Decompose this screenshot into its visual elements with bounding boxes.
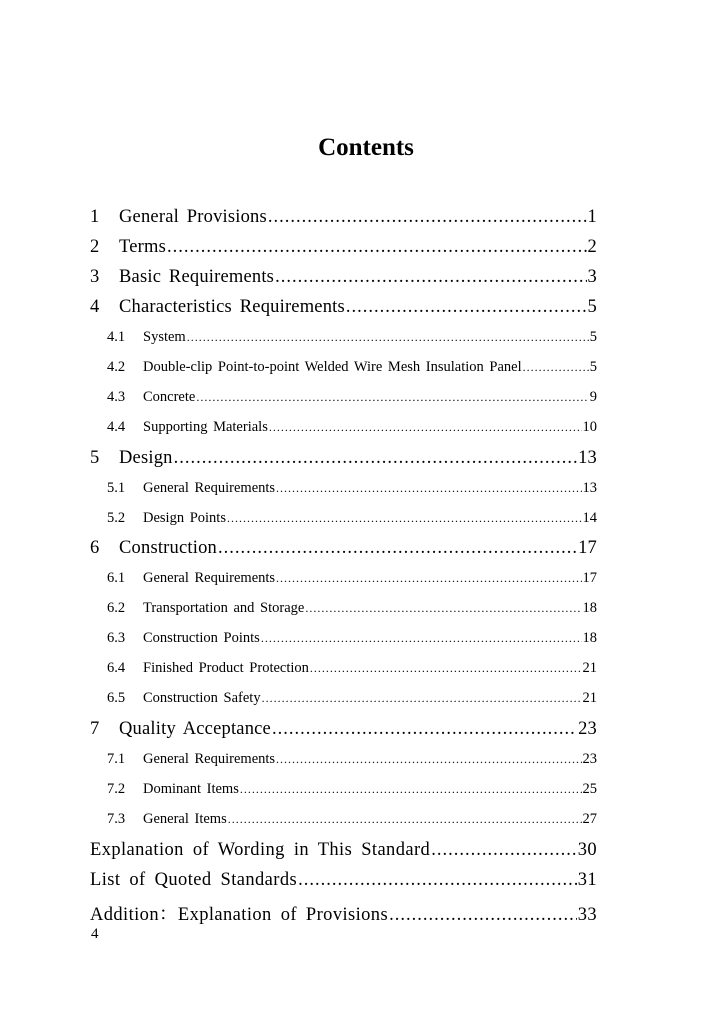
toc-entry[interactable] bbox=[90, 719, 597, 740]
toc-entry-number: 4.1 bbox=[107, 329, 126, 345]
toc-entry-number: 3 bbox=[90, 267, 100, 287]
toc-entry-number: 5.1 bbox=[107, 480, 126, 496]
dot-leader bbox=[261, 631, 582, 646]
toc-subentry[interactable] bbox=[107, 329, 597, 346]
toc-entry-title: General Items bbox=[143, 811, 227, 827]
dot-leader bbox=[298, 870, 577, 891]
toc-entry-number: 5.2 bbox=[107, 510, 126, 526]
toc-entry-title: Basic Requirements bbox=[119, 267, 275, 287]
toc-entry-title: Transportation and Storage bbox=[143, 600, 305, 616]
toc-entry-title: Construction Points bbox=[143, 630, 260, 646]
toc-entry-page: 30 bbox=[577, 840, 597, 860]
toc-entry-page: 10 bbox=[582, 419, 597, 435]
toc-entry-page: 27 bbox=[582, 811, 597, 827]
dot-leader bbox=[310, 661, 582, 676]
toc-entry-title: Double-clip Point-to-point Welded Wire Mesh Insulation Panel bbox=[143, 359, 522, 375]
toc-entry[interactable] bbox=[90, 900, 597, 926]
toc-entry-title: Dominant Items bbox=[143, 781, 239, 797]
toc-entry-number: 4.2 bbox=[107, 359, 126, 375]
dot-leader bbox=[187, 330, 589, 345]
toc-entry-page: 9 bbox=[589, 389, 597, 405]
toc-entry-page: 5 bbox=[589, 359, 597, 375]
toc-subentry[interactable] bbox=[107, 811, 597, 828]
toc-entry[interactable] bbox=[90, 237, 597, 258]
toc-entry-page: 18 bbox=[582, 630, 597, 646]
dot-leader bbox=[167, 237, 587, 258]
dot-leader bbox=[276, 481, 581, 496]
toc-entry-title: Characteristics Requirements bbox=[119, 297, 345, 317]
toc-entry-page: 5 bbox=[587, 297, 597, 317]
dot-leader bbox=[269, 420, 582, 435]
toc-entry-number: 6.5 bbox=[107, 690, 126, 706]
toc-entry-title: General Provisions bbox=[119, 207, 267, 227]
toc-entry-number: 7.3 bbox=[107, 811, 126, 827]
toc-entry-number: 6 bbox=[90, 538, 100, 558]
toc-entry-title: Design Points bbox=[143, 510, 226, 526]
toc-subentry[interactable] bbox=[107, 690, 597, 707]
toc-subentry[interactable] bbox=[107, 751, 597, 768]
toc-entry[interactable] bbox=[90, 448, 597, 469]
toc-entry-number: 4.4 bbox=[107, 419, 126, 435]
toc-entry-number: 5 bbox=[90, 448, 100, 468]
toc-subentry[interactable] bbox=[107, 510, 597, 527]
toc-entry-page: 31 bbox=[577, 870, 597, 890]
toc-entry-number: 4.3 bbox=[107, 389, 126, 405]
toc-entry-page: 13 bbox=[582, 480, 597, 496]
toc-entry-page: 14 bbox=[582, 510, 597, 526]
dot-leader bbox=[228, 812, 582, 827]
toc-subentry[interactable] bbox=[107, 781, 597, 798]
toc-entry-title: Supporting Materials bbox=[143, 419, 268, 435]
toc-entry-title: Terms bbox=[119, 237, 166, 257]
toc-subentry[interactable] bbox=[107, 480, 597, 497]
toc-subentry[interactable] bbox=[107, 419, 597, 436]
toc-entry-page: 33 bbox=[577, 905, 597, 925]
toc-subentry[interactable] bbox=[107, 630, 597, 647]
toc-entry-number: 6.2 bbox=[107, 600, 126, 616]
dot-leader bbox=[218, 538, 577, 559]
toc-entry[interactable] bbox=[90, 840, 597, 861]
page-number: 4 bbox=[91, 926, 99, 942]
dot-leader bbox=[196, 390, 588, 405]
toc-entry-title: General Requirements bbox=[143, 480, 276, 496]
toc-entry-page: 13 bbox=[578, 448, 597, 468]
toc-entry-title: General Requirements bbox=[143, 570, 276, 586]
toc-entry-number: 2 bbox=[90, 237, 100, 257]
toc-entry-title: Explanation of Wording in This Standard bbox=[90, 840, 431, 860]
dot-leader bbox=[174, 448, 577, 469]
toc-entry[interactable] bbox=[90, 538, 597, 559]
toc-entry-title: Concrete bbox=[143, 389, 196, 405]
dot-leader bbox=[262, 691, 582, 706]
dot-leader bbox=[305, 601, 581, 616]
toc-entry-page: 17 bbox=[582, 570, 597, 586]
toc-subentry[interactable] bbox=[107, 359, 597, 376]
dot-leader bbox=[431, 840, 577, 861]
toc-entry-number: 6.3 bbox=[107, 630, 126, 646]
dot-leader bbox=[272, 719, 577, 740]
toc-entry-title: Addition：Explanation of Provisions bbox=[90, 905, 389, 925]
toc-entry-title: Construction Safety bbox=[143, 690, 261, 706]
toc-subentry[interactable] bbox=[107, 600, 597, 617]
toc-entry-number: 7.2 bbox=[107, 781, 126, 797]
page-title: Contents bbox=[318, 134, 414, 161]
toc-entry-number: 6.1 bbox=[107, 570, 126, 586]
toc-entry-title: Quality Acceptance bbox=[119, 719, 271, 739]
toc-entry-page: 2 bbox=[587, 237, 597, 257]
toc-entry-title: Finished Product Protection bbox=[143, 660, 309, 676]
toc-entry[interactable] bbox=[90, 267, 597, 288]
toc-entry-page: 18 bbox=[582, 600, 597, 616]
toc-entry-page: 17 bbox=[578, 538, 597, 558]
dot-leader bbox=[276, 571, 581, 586]
toc-entry-title: List of Quoted Standards bbox=[90, 870, 298, 890]
dot-leader bbox=[268, 207, 587, 228]
dot-leader bbox=[276, 752, 581, 767]
toc-entry-number: 4 bbox=[90, 297, 100, 317]
toc-entry-page: 25 bbox=[582, 781, 597, 797]
toc-entry-page: 5 bbox=[589, 329, 597, 345]
toc-entry-number: 7.1 bbox=[107, 751, 126, 767]
toc-entry-title: Construction bbox=[119, 538, 217, 558]
toc-entry-page: 1 bbox=[587, 207, 597, 227]
dot-leader bbox=[346, 297, 587, 318]
toc-entry-title: Design bbox=[119, 448, 173, 468]
toc-entry-number: 7 bbox=[90, 719, 100, 739]
toc-subentry[interactable] bbox=[107, 389, 597, 406]
toc-entry-page: 23 bbox=[582, 751, 597, 767]
toc-entry[interactable] bbox=[90, 207, 597, 228]
toc-entry-title: System bbox=[143, 329, 186, 345]
toc-entry[interactable] bbox=[90, 297, 597, 318]
toc-entry[interactable] bbox=[90, 870, 597, 891]
toc-subentry[interactable] bbox=[107, 570, 597, 587]
toc-entry-page: 23 bbox=[578, 719, 597, 739]
dot-leader bbox=[523, 360, 589, 375]
dot-leader bbox=[227, 511, 582, 526]
toc-entry-title: General Requirements bbox=[143, 751, 276, 767]
toc-entry-page: 21 bbox=[582, 660, 597, 676]
toc-entry-page: 3 bbox=[587, 267, 597, 287]
toc-entry-number: 6.4 bbox=[107, 660, 126, 676]
toc-subentry[interactable] bbox=[107, 660, 597, 677]
dot-leader bbox=[389, 905, 577, 926]
dot-leader bbox=[240, 782, 582, 797]
toc-entry-page: 21 bbox=[582, 690, 597, 706]
toc-entry-number: 1 bbox=[90, 207, 100, 227]
dot-leader bbox=[275, 267, 586, 288]
